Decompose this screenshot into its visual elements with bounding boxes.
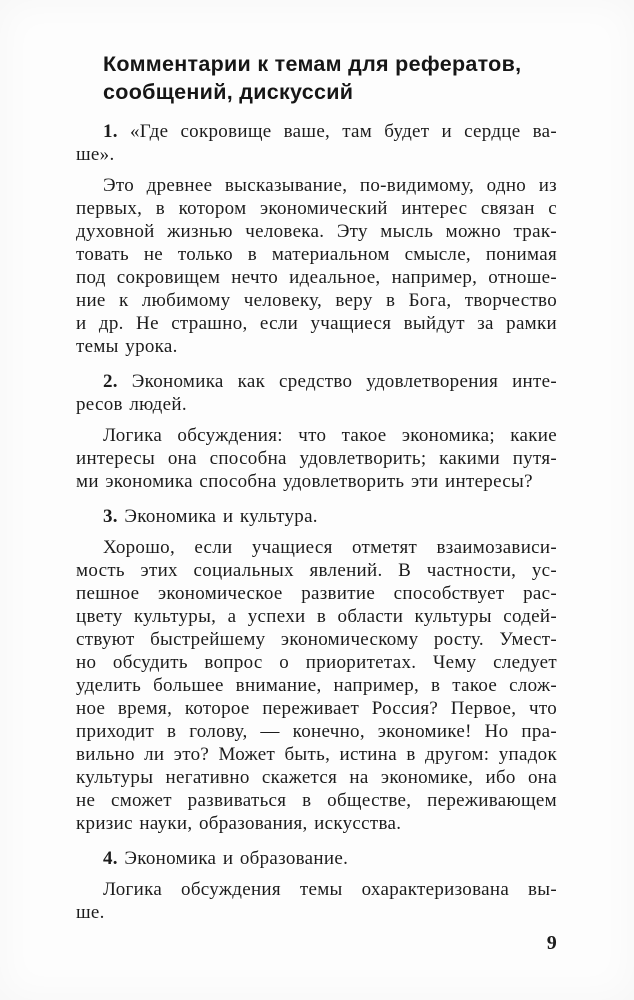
item-number: 3. <box>103 506 118 527</box>
text-line: первых, в котором экономический интерес связан с <box>76 198 557 219</box>
text-column <box>76 50 557 955</box>
text-line: мость этих социальных явлений. В частности, ус- <box>76 560 557 581</box>
text-line: ше. <box>76 902 105 923</box>
text-line: 4. Экономика и образование. <box>103 848 349 869</box>
text-line: но обсудить вопрос о приоритетах. Чему следует <box>76 652 557 673</box>
text-line: Логика обсуждения: что такое экономика; какие <box>103 425 557 446</box>
text-line: товать не только в материальном смысле, понимая <box>76 244 557 265</box>
topic-item <box>76 847 557 870</box>
section-heading-line: Комментарии к темам для рефератов, <box>103 52 522 76</box>
text-line: ресов людей. <box>76 394 187 415</box>
text-line: ние к любимому человеку, веру в Бога, творчество <box>76 290 557 311</box>
item-number: 1. <box>103 121 118 142</box>
topic-item <box>76 120 557 166</box>
text-line: духовной жизнью человека. Эту мысль можно трак- <box>76 221 557 242</box>
text-line: под сокровищем нечто идеальное, например, отноше- <box>76 267 557 288</box>
text-line: пешное экономическое развитие способствует рас- <box>76 583 557 604</box>
text-line: Это древнее высказывание, по-видимому, одно из <box>103 175 557 196</box>
text-line: 1. «Где сокровище ваше, там будет и сердце ва- <box>103 121 557 142</box>
text-line: и др. Не страшно, если учащиеся выйдут за рамки <box>76 313 557 334</box>
text-line: интересы она способна удовлетворить; какими путя- <box>76 448 557 469</box>
paragraph <box>76 174 557 358</box>
text-line: культуры негативно скажется на экономике, ибо она <box>76 767 557 788</box>
text-line: Логика обсуждения темы охарактеризована вы- <box>103 879 557 900</box>
text-line: не сможет развиваться в обществе, переживающем <box>76 790 557 811</box>
text-line: приходит в голову, — конечно, экономике! Но пра- <box>76 721 557 742</box>
text-line: цвету культуры, а успехи в области культуры содей- <box>76 606 557 627</box>
text-line: кризис науки, образования, искусства. <box>76 813 402 834</box>
text-line: ми экономика способна удовлетворить эти интересы? <box>76 471 533 492</box>
text-blocks <box>76 120 557 924</box>
text-line: ше». <box>76 144 115 165</box>
text-line: уделить большее внимание, например, в такое слож- <box>76 675 557 696</box>
item-number: 2. <box>103 371 118 392</box>
paragraph <box>76 536 557 835</box>
page-number: 9 <box>546 932 557 954</box>
text-line: темы урока. <box>76 336 178 357</box>
text-line: 2. Экономика как средство удовлетворения инте- <box>103 371 557 392</box>
text-line: ствуют быстрейшему экономическому росту. Умест- <box>76 629 557 650</box>
topic-item <box>76 505 557 528</box>
section-heading-line: сообщений, дискуссий <box>103 80 354 104</box>
section-heading <box>76 50 557 106</box>
text-line: Хорошо, если учащиеся отметят взаимозависи- <box>103 537 557 558</box>
item-number: 4. <box>103 848 118 869</box>
paragraph <box>76 424 557 493</box>
paragraph <box>76 878 557 924</box>
text-line: 3. Экономика и культура. <box>103 506 318 527</box>
text-line: вильно ли это? Может быть, истина в другом: упадок <box>76 744 557 765</box>
text-line: ное время, которое переживает Россия? Первое, что <box>76 698 557 719</box>
topic-item <box>76 370 557 416</box>
